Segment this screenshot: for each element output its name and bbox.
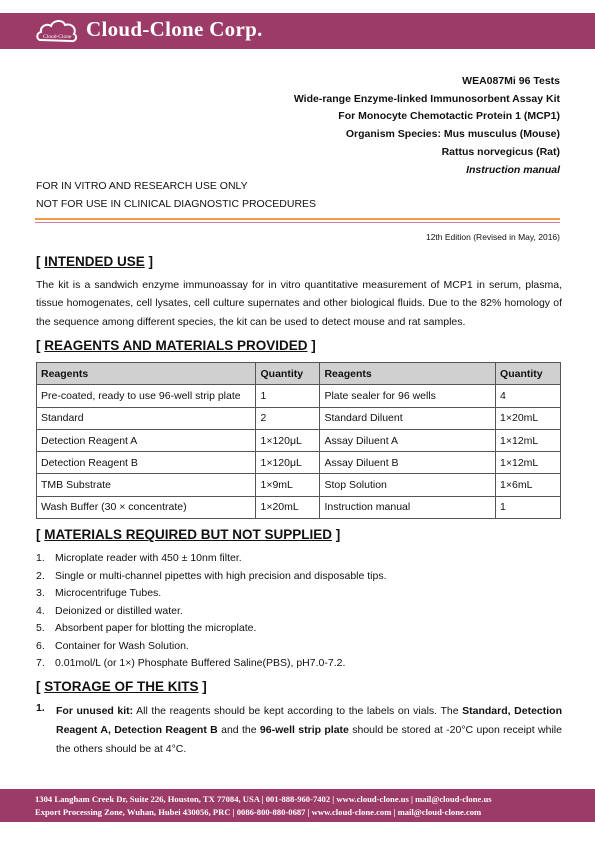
list-text: Microplate reader with 450 ± 10nm filter. bbox=[55, 552, 242, 564]
section-intended-use: [ INTENDED USE ] bbox=[36, 254, 154, 269]
reagent-name: Detection Reagent A bbox=[37, 429, 256, 451]
list-number: 6. bbox=[36, 639, 45, 652]
header-bar bbox=[0, 13, 595, 49]
table-row bbox=[37, 496, 561, 518]
list-text: Container for Wash Solution. bbox=[55, 639, 189, 652]
reagent-quantity: 1×12mL bbox=[496, 452, 561, 474]
footer-line-2: Export Processing Zone, Wuhan, Hubei 430056, PRC | 0086-800-880-0687 | www.cloud-clone.com | mail@cloud-clone.com bbox=[35, 807, 482, 817]
reagent-name: Detection Reagent B bbox=[37, 452, 256, 474]
section-reagents: [ REAGENTS AND MATERIALS PROVIDED ] bbox=[36, 338, 316, 353]
table-row bbox=[37, 407, 561, 429]
list-text: Absorbent paper for blotting the microplate. bbox=[55, 622, 257, 634]
storage-label: For unused kit: bbox=[56, 705, 134, 717]
reagent-quantity: 1×20mL bbox=[256, 496, 320, 518]
reagent-quantity: 1 bbox=[256, 385, 320, 407]
storage-bold-part: 96-well strip plate bbox=[259, 724, 349, 736]
reagent-name: Assay Diluent A bbox=[320, 429, 496, 451]
section-title-intended-use: INTENDED USE bbox=[44, 254, 145, 269]
storage-text bbox=[56, 702, 562, 759]
table-row bbox=[37, 474, 561, 496]
table-header-row bbox=[37, 363, 561, 385]
footer-line-1: 1304 Langham Creek Dr, Suite 226, Houston, TX 77084, USA | 001-888-960-7402 | www.cloud-clone.us | mail@cloud-clone.us bbox=[35, 794, 492, 804]
list-number: 2. bbox=[36, 569, 45, 582]
kit-target: For Monocyte Chemotactic Protein 1 (MCP1) bbox=[338, 110, 560, 123]
reagent-quantity: 1×20mL bbox=[496, 407, 561, 429]
section-title-reagents: REAGENTS AND MATERIALS PROVIDED bbox=[44, 338, 308, 353]
reagent-name: Instruction manual bbox=[320, 496, 496, 518]
list-text: 0.01mol/L (or 1×) Phosphate Buffered Saline(PBS), pH7.0-7.2. bbox=[55, 657, 346, 669]
company-name: Cloud-Clone Corp. bbox=[86, 17, 263, 41]
document-type: Instruction manual bbox=[466, 163, 560, 176]
storage-item bbox=[36, 702, 562, 759]
reagent-quantity: 1×12mL bbox=[496, 429, 561, 451]
logo-small-text: Cloud-Clone bbox=[43, 34, 72, 40]
list-number: 3. bbox=[36, 587, 45, 599]
section-storage: [ STORAGE OF THE KITS ] bbox=[36, 679, 207, 694]
reagent-name: Standard Diluent bbox=[320, 407, 496, 429]
reagent-name: TMB Substrate bbox=[37, 474, 256, 496]
reagent-name: Pre-coated, ready to use 96-well strip plate bbox=[37, 385, 256, 407]
list-item bbox=[36, 568, 562, 586]
list-number: 1. bbox=[36, 552, 45, 564]
header-reagents: Reagents bbox=[320, 363, 496, 385]
edition-note: 12th Edition (Revised in May, 2016) bbox=[425, 232, 560, 242]
header-reagents: Reagents bbox=[37, 363, 256, 385]
list-item bbox=[36, 655, 562, 673]
footer-bar bbox=[0, 789, 595, 822]
use-notice-line-1: FOR IN VITRO AND RESEARCH USE ONLY bbox=[36, 180, 248, 192]
table-row bbox=[37, 429, 561, 451]
intended-use-text: The kit is a sandwich enzyme immunoassay for in vitro quantitative measurement of MCP1 in serum, plasma, tissue homogenates, cell lysates, cell culture supernates and other biological fluids. Due to the 82% homology of the sequence among different species, the kit can be used to detect mouse and rat samples. bbox=[36, 279, 562, 328]
reagent-name: Wash Buffer (30 × concentrate) bbox=[37, 496, 256, 518]
table-row bbox=[37, 452, 561, 474]
use-notice bbox=[36, 178, 316, 213]
storage-bold-part: Standard, Detection Reagent A, Detection Reagent B bbox=[56, 705, 562, 736]
list-number: 4. bbox=[36, 604, 45, 617]
storage-text-part: should be stored at -20°C upon receipt while the others should be at 4°C. bbox=[56, 724, 562, 755]
reagent-name: Plate sealer for 96 wells bbox=[320, 385, 496, 407]
header-quantity: Quantity bbox=[496, 363, 561, 385]
list-item bbox=[36, 620, 562, 638]
section-materials: [ MATERIALS REQUIRED BUT NOT SUPPLIED ] bbox=[36, 527, 341, 542]
list-number: 1. bbox=[36, 702, 45, 714]
list-text: Deionized or distilled water. bbox=[55, 604, 183, 617]
reagent-quantity: 1×120μL bbox=[256, 429, 320, 451]
reagent-quantity: 1×6mL bbox=[496, 474, 561, 496]
reagent-name: Standard bbox=[37, 407, 256, 429]
divider-orange bbox=[35, 218, 560, 220]
list-number: 7. bbox=[36, 657, 45, 669]
catalog-number: WEA087Mi 96 Tests bbox=[462, 75, 560, 87]
use-notice-line-2: NOT FOR USE IN CLINICAL DIAGNOSTIC PROCEDURES bbox=[36, 197, 317, 210]
materials-list bbox=[36, 550, 562, 673]
section-title-storage: STORAGE OF THE KITS bbox=[44, 679, 199, 694]
section-title-materials: MATERIALS REQUIRED BUT NOT SUPPLIED bbox=[44, 527, 333, 542]
reagent-quantity: 2 bbox=[256, 407, 320, 429]
list-text: Microcentrifuge Tubes. bbox=[55, 587, 162, 599]
reagent-name: Stop Solution bbox=[320, 474, 496, 496]
organism-species-2: Rattus norvegicus (Rat) bbox=[441, 145, 560, 158]
organism-species: Organism Species: Mus musculus (Mouse) bbox=[345, 128, 560, 141]
reagent-quantity: 1 bbox=[496, 496, 561, 518]
reagent-quantity: 1×9mL bbox=[256, 474, 320, 496]
storage-text-part: and the bbox=[217, 724, 260, 736]
list-item bbox=[36, 550, 562, 568]
storage-text-part: All the reagents should be kept according to the labels on vials. The bbox=[133, 705, 463, 717]
list-item bbox=[36, 603, 562, 621]
cloud-logo-icon bbox=[35, 16, 79, 46]
kit-type: Wide-range Enzyme-linked Immunosorbent Assay Kit bbox=[293, 92, 560, 105]
reagent-quantity: 4 bbox=[496, 385, 561, 407]
list-item bbox=[36, 638, 562, 656]
list-item bbox=[36, 585, 562, 603]
list-text: Single or multi-channel pipettes with high precision and disposable tips. bbox=[55, 569, 387, 582]
reagent-name: Assay Diluent B bbox=[320, 452, 496, 474]
list-number: 5. bbox=[36, 622, 45, 634]
table-row bbox=[37, 385, 561, 407]
kit-meta bbox=[160, 73, 560, 179]
reagent-quantity: 1×120μL bbox=[256, 452, 320, 474]
reagents-table bbox=[36, 362, 561, 519]
divider-pink bbox=[35, 222, 560, 223]
header-quantity: Quantity bbox=[256, 363, 320, 385]
